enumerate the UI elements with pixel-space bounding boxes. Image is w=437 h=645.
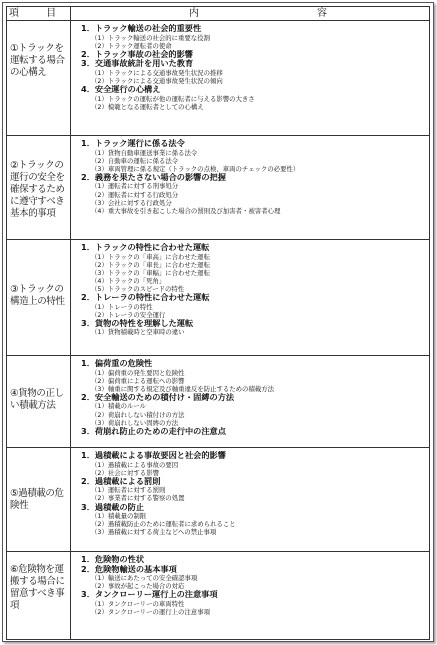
section-subitem: （2）模範となる運転者としての心構え [91, 102, 204, 111]
row-content [71, 552, 430, 640]
section-subitem: （1）トラックによる交通事故発生状況の推移 [91, 68, 223, 77]
section-heading: 1．トラック運行に係る法令 [81, 138, 185, 148]
section-heading: 1．トラックの特性に合わせた運転 [81, 242, 210, 252]
curriculum-table [6, 6, 430, 640]
section-heading: 3．タンクローリー運行上の注意事項 [81, 589, 218, 600]
section-subitem: （2）トレーラの安全運行 [91, 310, 166, 319]
table-row [7, 21, 430, 136]
table-row [7, 240, 430, 356]
section-subitem: （1）運転者に対する刑事処分 [91, 182, 179, 191]
row-content [71, 21, 430, 136]
section-subitem: （2）タンクローリーの運行上の注意事項 [91, 608, 210, 617]
row-content [71, 448, 430, 552]
row-content [71, 356, 430, 448]
section-subitem: （2）トラックの「車長」に合わせた運転 [91, 260, 210, 269]
section-subitem: （1）積載量の制限 [91, 512, 147, 521]
section-heading: 1．危険物の性状 [81, 554, 145, 564]
table-row [7, 136, 430, 240]
header-content [71, 7, 430, 21]
row-title: ②トラックの運行の安全を確保するために遵守すべき基本的事項 [7, 136, 71, 240]
section-subitem: （3）会社に対する行政処分 [91, 198, 172, 207]
section-heading: 3．貨物の特性を理解した運転 [81, 317, 194, 328]
section-heading: 3．荷崩れ防止のための走行中の注意点 [81, 425, 226, 436]
section-heading: 4．安全運行の心構え [81, 84, 161, 95]
row-title: ⑤過積載の危険性 [7, 448, 71, 552]
section-subitem: （2）過積載防止のために運転者に求められること [91, 520, 236, 529]
section-heading: 3．交通事故統計を用いた教育 [81, 58, 194, 69]
section-subitem: （2）偏荷重による運転への影響 [91, 376, 185, 385]
section-subitem: （2）社会に対する影響 [91, 468, 159, 477]
section-subitem: （2）事業者に対する警察の処置 [91, 494, 185, 503]
section-heading: 1．トラック輸送の社会的重要性 [81, 23, 202, 33]
section-subitem: （1）貨物自動車運送事業に係る法令 [91, 148, 198, 157]
section-subitem: （1）トラックの「車高」に合わせた運転 [91, 252, 210, 261]
section-heading: 3．過積載の防止 [81, 501, 145, 512]
section-subitem: （1）過積載による事故の要因 [91, 460, 179, 469]
section-subitem: （4）重大事故を引き起こした場合の罰則及び加害者・被害者心理 [91, 206, 281, 215]
header-row [7, 7, 430, 21]
section-subitem: （1）運転者に対する罰則 [91, 486, 166, 495]
document-frame [2, 2, 434, 642]
section-heading: 2．トラック事故の社会的影響 [81, 48, 193, 59]
row-title: ⑥危険物を運搬する場合に留意すべき事項 [7, 552, 71, 640]
row-title: ④貨物の正しい積載方法 [7, 356, 71, 448]
section-subitem: （2）荷崩れしない積付けの方法 [91, 410, 185, 419]
row-content [71, 136, 430, 240]
table-row [7, 448, 430, 552]
section-subitem: （2）運転者に対する行政処分 [91, 190, 179, 199]
section-heading: 1．偏荷重の危険性 [81, 358, 153, 368]
section-subitem: （2）自動車の運転に係る法令 [91, 156, 179, 165]
section-subitem: （3）車両管理に係る規定（トラックの点検、車両のチェックの必要性） [91, 164, 300, 173]
section-subitem: （3）荷崩れしない固縛の方法 [91, 418, 179, 427]
section-heading: 1．過積載による事故要因と社会的影響 [81, 450, 226, 460]
section-heading: 2．義務を果たさない場合の影響の把握 [81, 171, 226, 182]
section-subitem: （1）タンクローリーの車両特性 [91, 599, 185, 608]
section-subitem: （1）積載のルール [91, 402, 147, 411]
section-heading: 2．トレーラの特性に合わせた運転 [81, 292, 210, 303]
section-subitem: （1）輸送にあたっての安全確認事項 [91, 574, 198, 583]
section-subitem: （1）トラックの運転が他の運転者に与える影響の大きさ [91, 94, 255, 103]
section-subitem: （3）過積載に対する荷主などへの禁止事項 [91, 528, 217, 537]
section-subitem: （1）貨物積載時と空車時の違い [91, 328, 185, 337]
header-content-b: 容 [317, 8, 327, 19]
section-subitem: （1）トレーラの特性 [91, 302, 153, 311]
section-subitem: （2）トラック運転者の使命 [91, 41, 172, 50]
header-content-a: 内 [189, 8, 199, 19]
section-subitem: （3）軸重に関する規定及び軸重違反を防止するための積載方法 [91, 384, 275, 393]
row-title: ③トラックの構造上の特性 [7, 240, 71, 356]
table-row [7, 552, 430, 640]
section-heading: 2．危険物輸送の基本事項 [81, 563, 177, 574]
section-subitem: （2）事故が起こった場合の対応 [91, 582, 185, 591]
section-heading: 2．安全輸送のための積付け・固縛の方法 [81, 391, 235, 402]
header-item: 項 目 [7, 7, 71, 21]
section-subitem: （1）偏荷重の発生要因と危険性 [91, 368, 185, 377]
section-subitem: （1）トラック輸送の社会的に重要な役割 [91, 33, 210, 42]
section-subitem: （4）トラックの「死角」 [91, 276, 166, 285]
section-subitem: （2）トラックによる交通事故発生状況の傾向 [91, 77, 223, 86]
table-row [7, 356, 430, 448]
section-subitem: （3）トラックの「車幅」に合わせた運転 [91, 268, 210, 277]
section-heading: 2．過積載による罰則 [81, 475, 161, 486]
row-title: ①トラックを運転する場合の心構え [7, 21, 71, 136]
section-subitem: （5）トラックのスピードの特性 [91, 284, 185, 293]
row-content [71, 240, 430, 356]
